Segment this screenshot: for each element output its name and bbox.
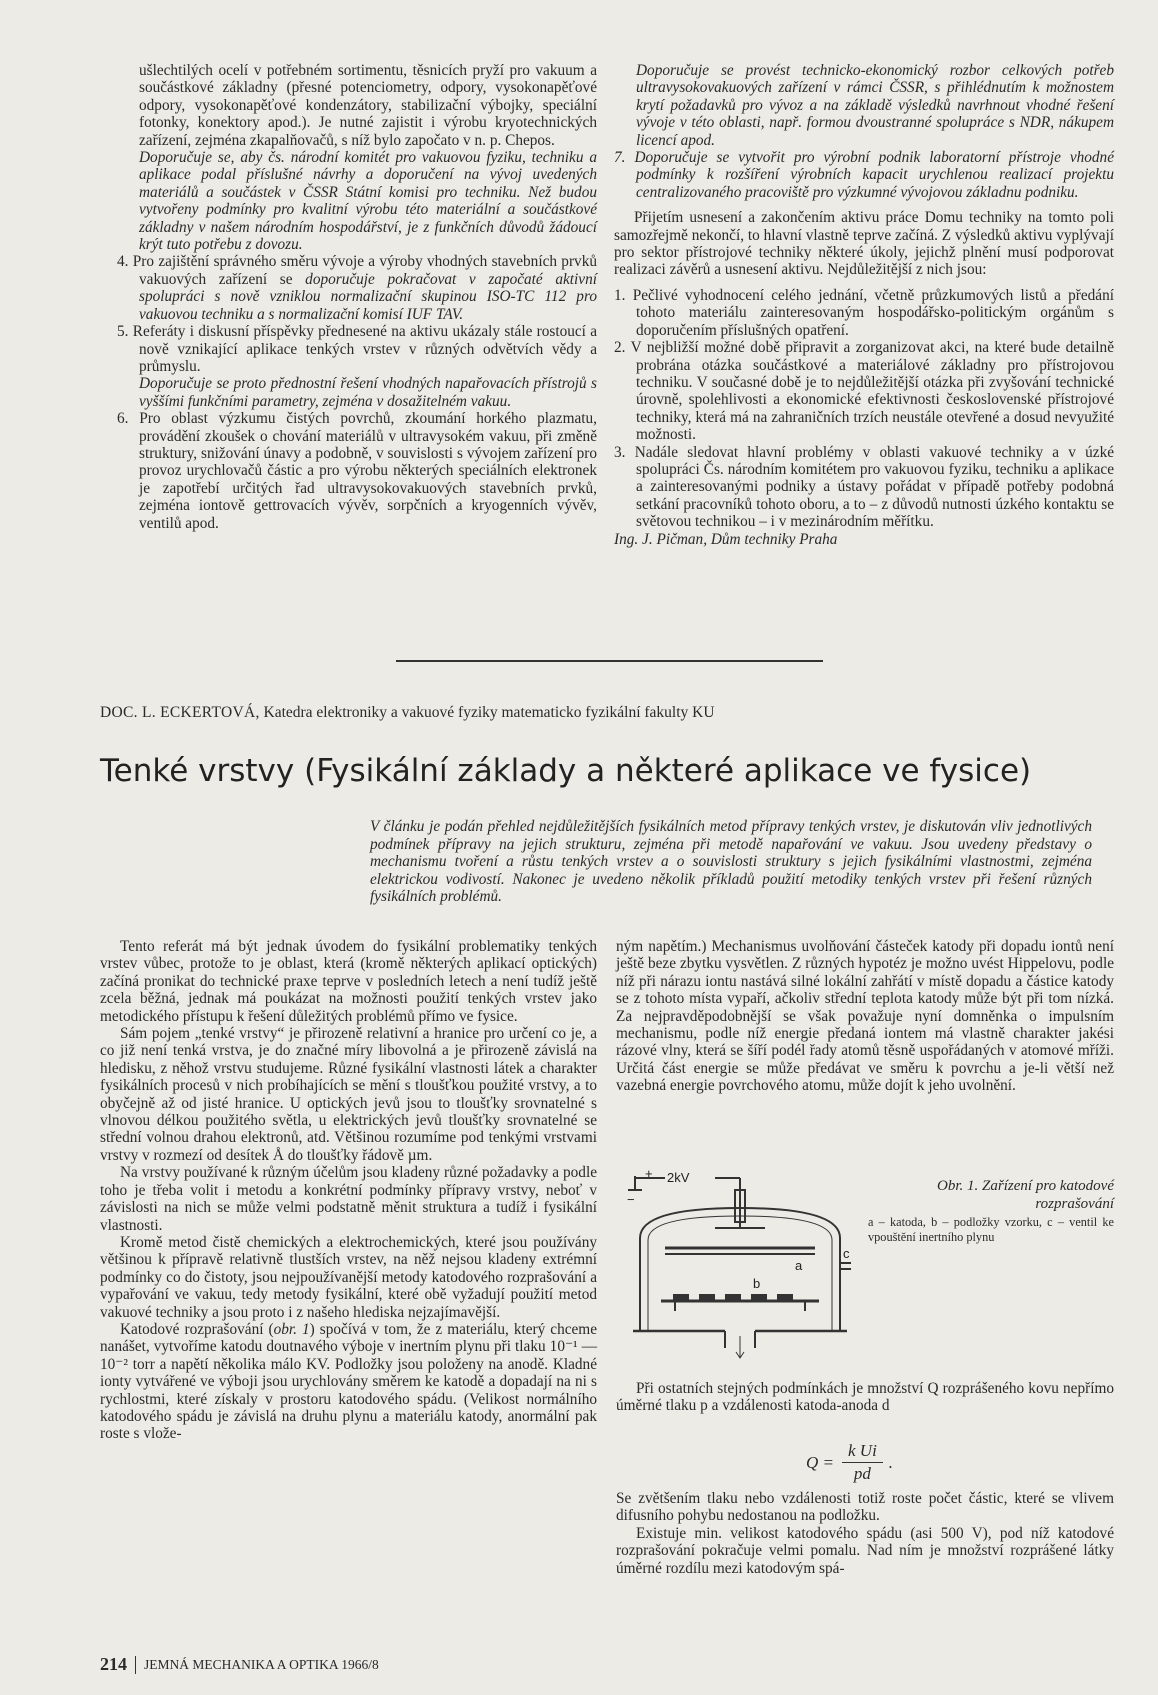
plus-label: +: [645, 1168, 653, 1181]
formula-lhs: Q =: [806, 1452, 834, 1472]
figure-caption: [868, 1177, 1114, 1245]
paragraph: Sám pojem „tenké vrstvy“ je přirozeně relativní a hranice pro určení co je, a co již není tenká vrstva, je do značné míry libovolná a je přirozeně závislá na hledisku, z něhož vrstvu studujeme. Různé fysikální vlastnosti látek a charakter fysikálních procesů v nich probíhajících se mění s tloušťkou použité vrstvy, a to obyčejně až od jisté hranice. U optických jevů jsou to tloušťky srovnatelné s vlnovou délkou použitého světla, u elektrických jevů tloušťky srovnatelné se střední volnou drahou elektronů, atd. Většinou rozumíme pod tenkými vrstvami vrstvy v rozmezí od desítek Å do tloušťky řádově µm.: [100, 1025, 597, 1164]
label-c: c: [843, 1246, 850, 1261]
figure-legend: a – katoda, b – podložky vzorku, c – ventil ke vpouštění inertního plynu: [868, 1215, 1114, 1244]
formula-fraction: [842, 1441, 883, 1484]
item-text: Pečlivé vyhodnocení celého jednání, včetně průzkumových listů a předání tohoto materiálu zainteresovaným hospodářsko-politickým orgánům s doporučením příslušných opatření.: [632, 286, 1114, 339]
item-number: 6.: [117, 410, 129, 428]
author-line: [100, 704, 715, 722]
task-item-1: [614, 287, 1114, 339]
recommendation-paragraph: Doporučuje se provést technicko-ekonomický rozbor celkových potřeb ultravysokovakuových zařízení v rámci ČSSR, s přihlédnutím k možnostem krytí požadavků pro vývoz a na základě výsledků navrhnout vhodné řešení vývoje v této oblasti, např. formou dvoustranné spolupráce s NDR, nákupem licencí apod.: [636, 62, 1114, 149]
list-item-7: [614, 149, 1114, 201]
text-run: ) spočívá v tom, že z materiálu, který chceme nanášet, vytvoříme katodu doutnavého výboje v inertním plynu při tlaku 10⁻¹ — 10⁻² torr a napětí několika málo KV. Podložky jsou položeny na anodě. Kladné ionty vytvářené ve výboji jsou urychlovány směrem ke katodě a dopadají na ni s rychlostmi, které získaly v prostoru katodového spádu. (Velikost normálního katodového spádu je závislá na druhu plynu a materiálu katody, anormální pak roste s vlože-: [100, 1320, 597, 1443]
paragraph: Při ostatních stejných podmínkách je množství Q rozprášeného kovu nepřímo úměrné tlaku p a vzdálenosti katoda-anoda d: [616, 1380, 1114, 1415]
substrate: [699, 1294, 715, 1300]
item-text: Doporučuje se vytvořit pro výrobní podnik laboratorní přístroje vhodné podmínky k rozšíření výrobních kapacit urychlenou realizací projektu centralizovaného pracoviště pro výzkumné vývojovou základnu podniku.: [634, 149, 1114, 201]
text-run: Katodové rozprašování (: [120, 1320, 274, 1338]
task-item-2: [614, 339, 1114, 443]
article-title: Tenké vrstvy (Fysikální základy a některé aplikace ve fysice): [100, 753, 1032, 789]
item-number: 2.: [614, 339, 626, 357]
paragraph: ným napětím.) Mechanismus uvolňování částeček katody při dopadu iontů není ještě beze zbytku vysvětlen. Z různých hypotéz je možno uvést Hippelovu, podle níž při nárazu iontu nastává silné lokální zahřátí v místě dopadu a částice katody se z tohoto místa vypaří, ačkoliv střední teplota katody může být při tom nízká. Za nejpravděpodobnější se však považuje nyní domněnka o impulsním mechanismu, podle níž energie předaná iontem má vlastně charakter jakési rázové vlny, která se šíří podél řady atomů těsně uspořádaných v atomové mříži. Určitá část energie se může předávat ve směru k povrchu a je-li větší než vazebná energie povrchového atomu, může dojít k jeho uvolnění.: [616, 938, 1114, 1095]
label-a: a: [795, 1258, 803, 1273]
paragraph: [100, 1321, 597, 1443]
substrate: [725, 1294, 741, 1300]
recommendation-paragraph: Doporučuje se, aby čs. národní komitét pro vakuovou fyziku, techniku a aplikace podal příslušné návrhy a doporučení na vývoj uvedených materiálů a součástek v ČSSR Státní komisi pro techniku. Než budou vytvořeny podmínky pro kvalitní výrobu této materiální a součástkové základny v našem národním hospodářství, je z funkčních důvodů žádoucí krýt tuto potřebu z dovozu.: [139, 149, 597, 254]
top-left-column: [117, 62, 597, 532]
figure-title: Obr. 1. Zařízení pro katodové rozprašování: [937, 1178, 1114, 1212]
substrate: [751, 1294, 767, 1300]
paragraph: Kromě metod čistě chemických a elektrochemických, které jsou používány většinou k přípravě relativně tlustších vrstev, na něž nejsou kladeny extrémní podmínky co do čistoty, jsou nejpoužívanější metody katodového rozprašování a vypařování ve vakuu, tedy metody fysikální, které obě vyžadují použití metod vakuové techniky a jsou proto i z našeho hlediska nejzajímavější.: [100, 1233, 597, 1321]
page-footer: [100, 1654, 379, 1675]
item-number: 4.: [117, 253, 129, 271]
item-text: Nadále sledovat hlavní problémy v oblasti vakuové techniky a v úzké spolupráci Čs. národním komitétem pro vakuovou fyziku, techniku a aplikace a zainteresovanými podniky a ústavy pořádat v případě potřeby podobná setkání pracovníků tohoto oboru, a to – z důvodů nutnosti úzkého kontaktu se světovou technikou – i v mezinárodním měřítku.: [634, 443, 1115, 531]
figure-reference: obr. 1: [273, 1320, 310, 1338]
signature: Ing. J. Pičman, Dům techniky Praha: [614, 530, 838, 548]
voltage-label: 2kV: [667, 1170, 690, 1185]
list-item-4: [117, 253, 597, 323]
item-number: 7.: [614, 149, 626, 167]
item-text-italic: doporučuje pokračovat v započaté aktivní spolupráci s nově vzniklou normalizační skupinou ISO-TC 112 pro vakuovou techniku a s normalizační komisí IUF TAV.: [139, 270, 597, 323]
formula-numerator: k Ui: [842, 1441, 883, 1463]
list-item-5: [117, 323, 597, 375]
paragraph: Na vrstvy používané k různým účelům jsou kladeny různé požadavky a podle toho je třeba volit i metodu a konkrétní podmínky přípravy vrstvy, neboť v závislosti na nich se může velmi podstatně měnit struktura a tudíž i fysikální vlastnosti.: [100, 1164, 597, 1234]
journal-name: JEMNÁ MECHANIKA A OPTIKA 1966/8: [144, 1656, 379, 1672]
task-item-3: [614, 444, 1114, 531]
body-right-column-lower: [616, 1380, 1114, 1415]
formula: [806, 1441, 893, 1484]
section-divider: [396, 660, 823, 662]
paragraph: ušlechtilých ocelí v potřebném sortimentu, těsnicích pryží pro vakuum a součástkové základny (přesné potenciometry, odpory, vysokonapěťové odpory, vysokonapěťové kondenzátory, stabilizační výbojky, speciální fotonky, konektory apod.). Je nutné zajistit i výrobu kryotechnických zařízení, zejména zkapalňovačů, s níž bylo započato v n. p. Chepos.: [139, 62, 597, 149]
substrate: [673, 1294, 689, 1300]
paragraph: Existuje min. velikost katodového spádu (asi 500 V), pod níž katodové rozprašování pokračuje velmi pomalu. Nad ním je množství rozprášené látky úměrné rozdílu mezi katodovým spá-: [616, 1524, 1114, 1577]
paragraph: Tento referát má být jednak úvodem do fysikální problematiky tenkých vrstev vůbec, protože to je oblast, která (kromě některých aplikací optických) začíná pronikat do technické praxe teprve v posledních letech a není tudíž ještě zcela běžná, jednak má poukázat na možnosti použití tenkých vrstev jako metodického přístupu k řešení důležitých problémů přímo ve fysice.: [100, 938, 597, 1025]
author-affiliation: Katedra elektroniky a vakuové fyziky matematicko fyzikální fakulty KU: [263, 704, 715, 721]
minus-label: −: [627, 1192, 635, 1207]
substrate: [777, 1294, 793, 1300]
item-text: V nejbližší možné době připravit a zorganizovat akci, na které bude detailně probrána otázka součástkové a materiálové základny pro přístrojovou techniku. V současné době je to nejdůležitější otázka při zvyšování technické úrovně, spolehlivosti a ekonomické efektivnosti československé přístrojové techniky, která má na zahraničních trzích neustále otevřené a dosud nevyužité možnosti.: [630, 339, 1114, 444]
item-text: Pro oblast výzkumu čistých povrchů, zkoumání horkého plazmatu, provádění zkoušek o chování materiálů v ultravysokém vakuu, při změně struktury, snižování únavy a podobně, v souvislosti s vývojem zařízení pro provoz urychlovačů částic a pro výrobu některých speciálních elektronek je zapotřebí určitých řad ultravysokovakuových stavebních prvků, zejména iontově gettrovacích vývěv, sorpčních a kryogenních vývěv, ventilů apod.: [139, 410, 597, 532]
body-right-column: [616, 938, 1114, 1095]
item-text: Referáty i diskusní příspěvky přednesené na aktivu ukázaly stále rostoucí a nově vznikající aplikace tenkých vrstev v různých odvětvích vědy a průmyslu.: [132, 323, 597, 375]
list-item-6: [117, 410, 597, 532]
formula-period: .: [888, 1452, 894, 1472]
item-number: 1.: [614, 286, 626, 304]
recommendation-paragraph: Doporučuje se proto přednostní řešení vhodných napařovacích přístrojů s vyššími funkčními parametry, zejména v dosažitelném vakuu.: [139, 375, 597, 410]
sputtering-apparatus-figure: [625, 1168, 857, 1362]
label-b: b: [753, 1276, 761, 1291]
item-number: 5.: [117, 323, 129, 341]
page-number: 214: [100, 1654, 127, 1674]
top-right-column: [614, 62, 1114, 548]
paragraph: Přijetím usnesení a zakončením aktivu práce Domu techniky na tomto poli samozřejmě nekončí, to hlavní vlastně teprve začíná. Z výsledků aktivu vyplývají pro sektor přístrojové techniky některé úkoly, jejichž plnění musí podporovat realizaci závěrů a usnesení aktivu. Nejdůležitější z nich jsou:: [614, 209, 1114, 279]
bell-jar-inner: [648, 1216, 832, 1331]
body-left-column: [100, 938, 597, 1443]
item-number: 3.: [614, 443, 626, 461]
footer-divider: [135, 1656, 136, 1674]
item-text: Pro zajištění správného směru vývoje a výroby vhodných stavebních prvků vakuových zařízení se: [132, 253, 597, 288]
author-name: DOC. L. ECKERTOVÁ,: [100, 704, 260, 721]
abstract: V článku je podán přehled nejdůležitějších fysikálních metod přípravy tenkých vrstev, je diskutován vliv jednotlivých podmínek přípravy na jejich strukturu, zejména při metodě napařování ve vakuu. Jsou uvedeny představy o mechanismu tvoření a růstu tenkých vrstev a o souvislosti struktury s jejich fysikálními vlastnostmi, zejména elektrickou vodivostí. Nakonec je uvedeno několik příkladů použití metodiky tenkých vrstev při řešení různých fysikálních problémů.: [370, 818, 1092, 906]
paragraph: Se zvětšením tlaku nebo vzdálenosti totiž roste počet částic, které se vlivem difusního pohybu nedostanou na podložku.: [616, 1490, 1114, 1525]
formula-denominator: pd: [853, 1464, 871, 1483]
body-right-column-bottom: [616, 1490, 1114, 1577]
